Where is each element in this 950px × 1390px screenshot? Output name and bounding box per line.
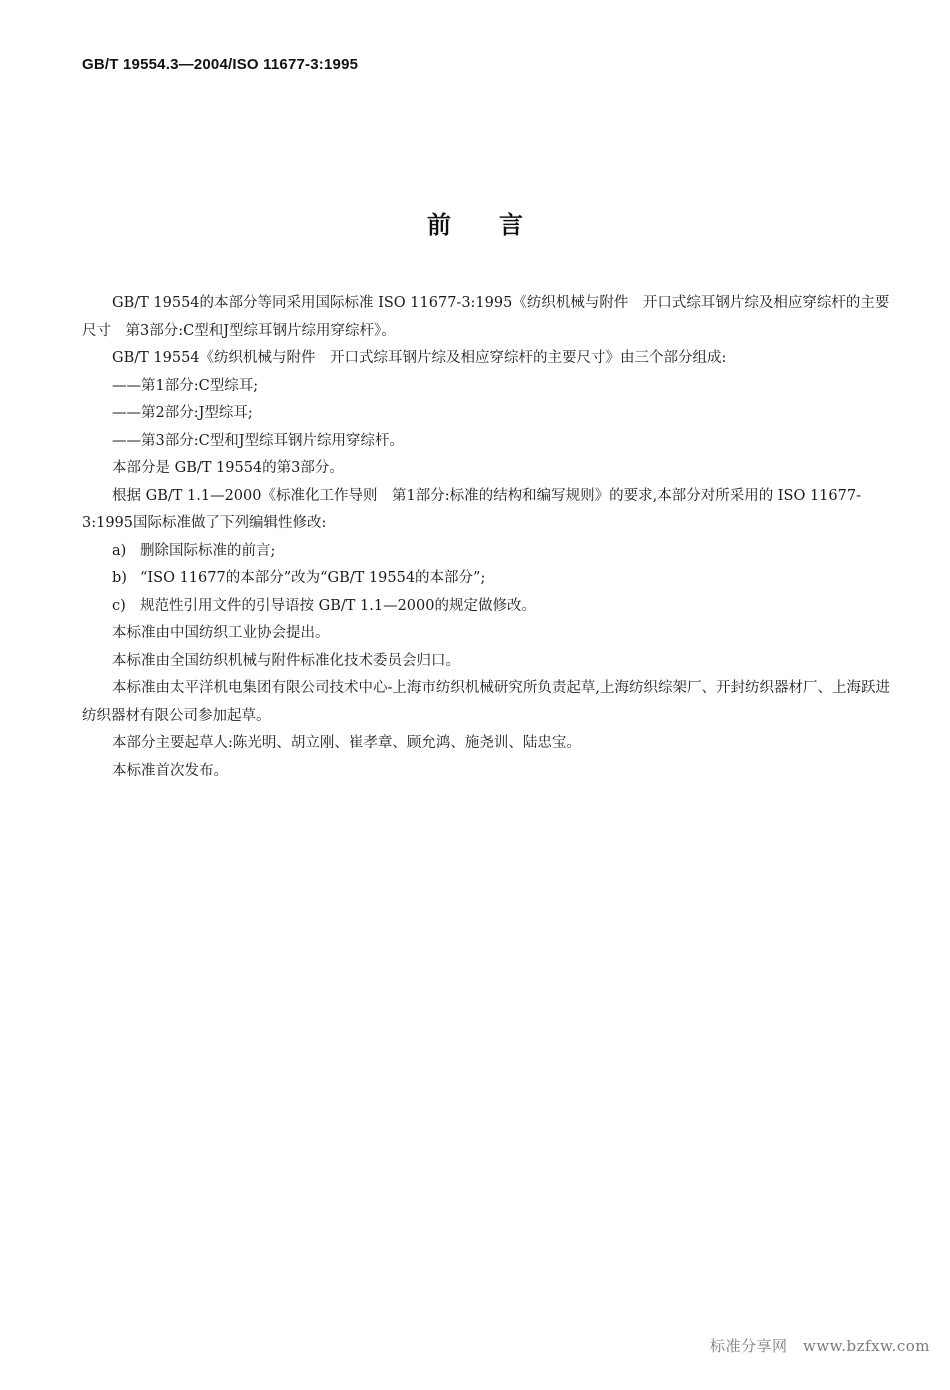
paragraph-adoption: GB/T 19554的本部分等同采用国际标准 ISO 11677-3:1995《纺织机械与附件 开口式综耳钢片综及相应穿综杆的主要尺寸 第3部分:C型和J型综耳钢片综用穿综杆》。 <box>82 295 890 339</box>
change-list-item-c <box>82 593 890 621</box>
list-text: “ISO 11677的本部分”改为“GB/T 19554的本部分”; <box>140 570 486 586</box>
paragraph-proposer: 本标准由中国纺织工业协会提出。 <box>112 625 330 641</box>
part-list-item-1: ——第1部分:C型综耳; <box>112 377 259 394</box>
page-title: 前言 <box>427 211 571 239</box>
change-list-item-a <box>82 538 890 566</box>
part-list-item-3: ——第3部分:C型和J型综耳钢片综用穿综杆。 <box>112 432 405 449</box>
foreword-body <box>82 290 890 785</box>
standard-code: GB/T 19554.3—2004/ISO 11677-3:1995 <box>82 56 359 73</box>
paragraph-committee: 本标准由全国纺织机械与附件标准化技术委员会归口。 <box>112 652 460 669</box>
part-list-item-2: ——第2部分:J型综耳; <box>112 405 253 421</box>
paragraph-drafters: 本部分主要起草人:陈光明、胡立刚、崔孝章、顾允鸿、施尧训、陆忠宝。 <box>112 735 581 751</box>
list-marker: b) <box>112 570 127 586</box>
list-marker: c) <box>112 597 126 614</box>
watermark-text: 标准分享网 www.bzfxw.com <box>710 1337 931 1355</box>
list-marker: a) <box>112 542 127 559</box>
list-text: 规范性引用文件的引导语按 GB/T 1.1—2000的规定做修改。 <box>140 597 536 614</box>
paragraph-drafting-units: 本标准由太平洋机电集团有限公司技术中心-上海市纺织机械研究所负责起草,上海纺织综架厂、开封纺织器材厂、上海跃进纺织器材有限公司参加起草。 <box>82 680 891 724</box>
list-text: 删除国际标准的前言; <box>140 542 276 559</box>
paragraph-editorial-changes: 根据 GB/T 1.1—2000《标准化工作导则 第1部分:标准的结构和编写规则》的要求,本部分对所采用的 ISO 11677-3:1995国际标准做了下列编辑性修改: <box>82 487 861 531</box>
paragraph-part-number: 本部分是 GB/T 19554的第3部分。 <box>112 460 344 476</box>
paragraph-first-release: 本标准首次发布。 <box>112 762 228 779</box>
change-list-item-b <box>82 565 890 593</box>
paragraph-structure: GB/T 19554《纺织机械与附件 开口式综耳钢片综及相应穿综杆的主要尺寸》由三个部分组成: <box>112 350 727 366</box>
